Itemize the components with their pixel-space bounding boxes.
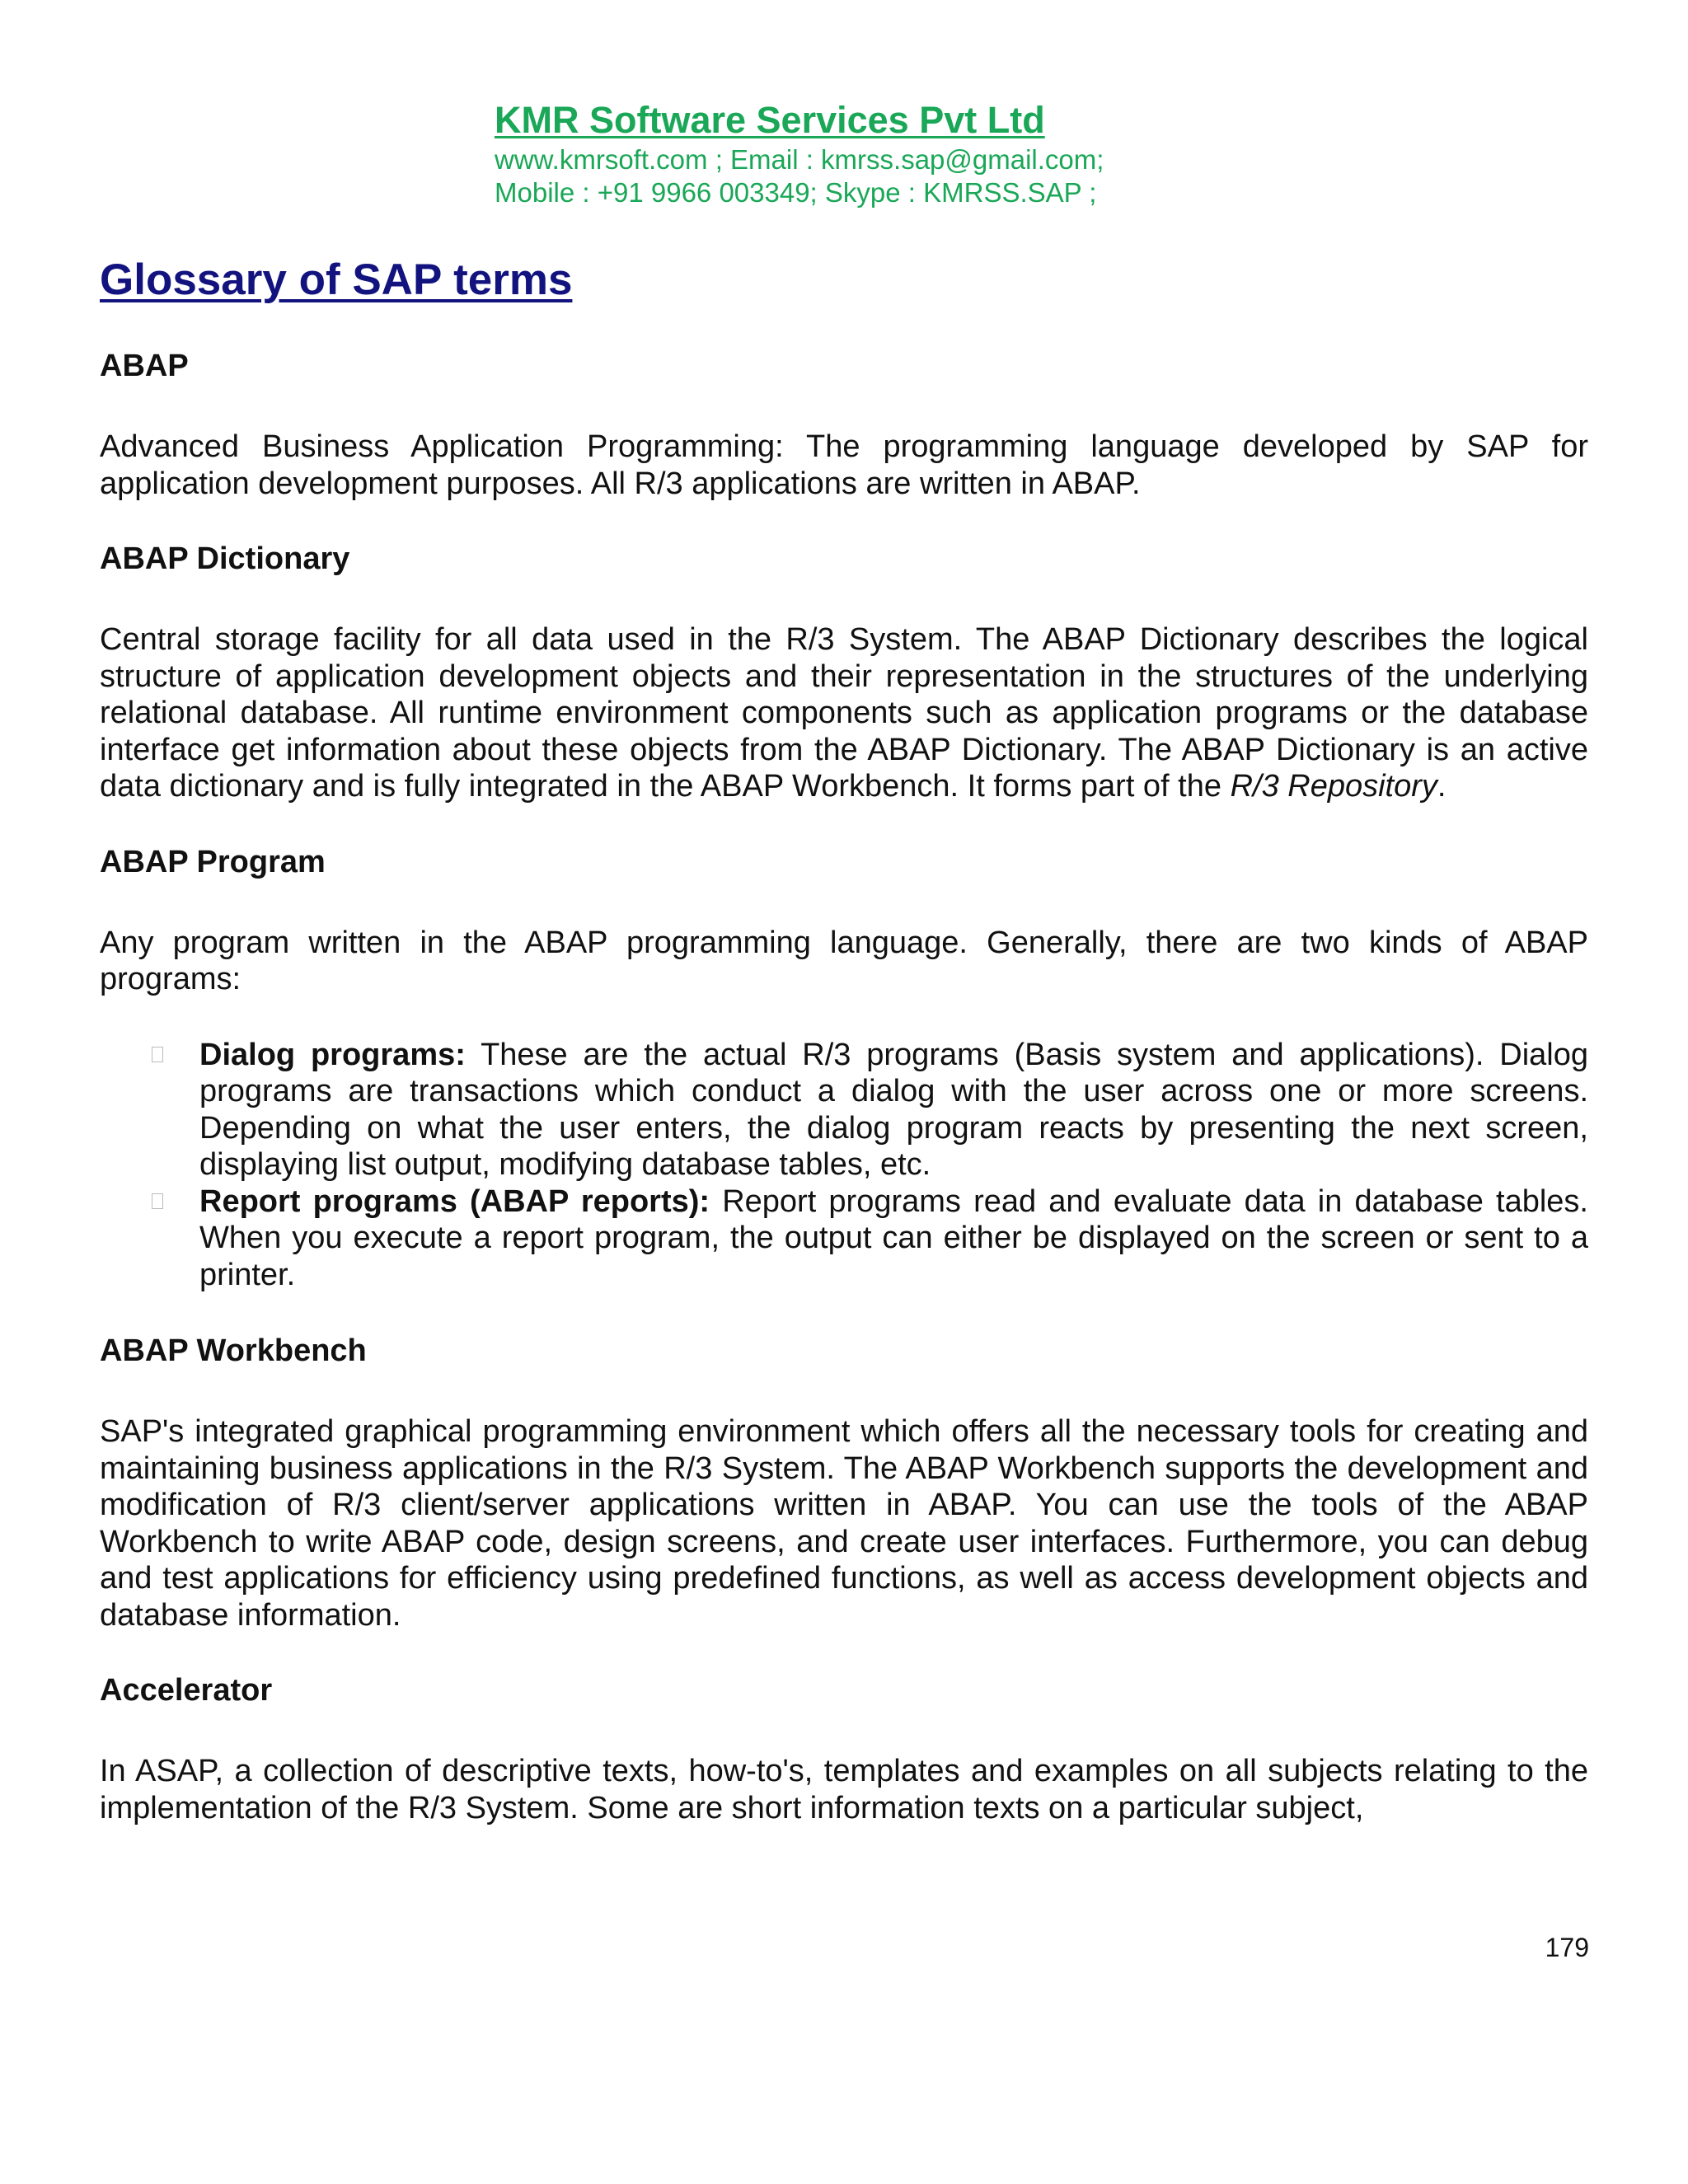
term-heading: Accelerator (100, 1673, 273, 1708)
main-content (100, 247, 1588, 1865)
page-title: Glossary of SAP terms (100, 255, 573, 304)
company-name: KMR Software Services Pvt Ltd (495, 99, 1045, 141)
term-heading: ABAP Program (100, 844, 326, 879)
contact-line-web-email: www.kmrsoft.com ; Email : kmrss.sap@gmail.com; (495, 144, 1104, 175)
letterhead (495, 97, 1484, 209)
page-number: 179 (1545, 1933, 1589, 1962)
bullet-list (100, 1037, 1588, 1294)
term-definition: In ASAP, a collection of descriptive texts, how-to's, templates and examples on all subjects relating to the implementation of the R/3 System. Some are short information texts on a particular subject, (100, 1754, 1588, 1825)
definition-italic-reference: R/3 Repository (1230, 769, 1437, 804)
bullet-label: Dialog programs: (199, 1037, 466, 1072)
list-item (100, 1037, 1588, 1183)
contact-line-phone-skype: Mobile : +91 9966 003349; Skype : KMRSS.SAP ; (495, 177, 1097, 208)
term-heading: ABAP Dictionary (100, 541, 350, 576)
term-heading: ABAP Workbench (100, 1333, 367, 1368)
bullet-label: Report programs (ABAP reports): (199, 1183, 710, 1219)
bullet-text: Report programs read and evaluate data in database tables. When you execute a report program, the output can either be displayed on the screen or sent to a printer. (199, 1183, 1588, 1292)
term-heading: ABAP (100, 349, 189, 383)
definition-end: . (1437, 769, 1447, 804)
bullet-box-icon (152, 1193, 163, 1209)
bullet-text: These are the actual R/3 programs (Basis system and applications). Dialog programs are transactions which conduct a dialog with the user across one or more screens. Depending on what the user enters, the dialog program reacts by presenting the next screen, displaying list output, modifying database tables, etc. (199, 1037, 1588, 1182)
bullet-box-icon (152, 1047, 163, 1062)
list-item (100, 1183, 1588, 1294)
term-definition: Any program written in the ABAP programming language. Generally, there are two kinds of ABAP programs: (100, 925, 1588, 996)
term-definition: SAP's integrated graphical programming environment which offers all the necessary tools for creating and maintaining business applications in the R/3 System. The ABAP Workbench supports the development and modification of R/3 client/server applications written in ABAP. You can use the tools of the ABAP Workbench to write ABAP code, design screens, and create user interfaces. Furthermore, you can debug and test applications for efficiency using predefined functions, as well as access development objects and database information. (100, 1414, 1588, 1633)
term-definition: Advanced Business Application Programming: The programming language developed by SAP for application development purposes. All R/3 applications are written in ABAP. (100, 429, 1588, 501)
term-definition (100, 621, 1588, 805)
definition-text: Central storage facility for all data used in the R/3 System. The ABAP Dictionary describes the logical structure of application development objects and their representation in the structures of the underlying relational database. All runtime environment components such as application programs or the database interface get information about these objects from the ABAP Dictionary. The ABAP Dictionary is an active data dictionary and is fully integrated in the ABAP Workbench. It forms part of the (100, 622, 1588, 804)
